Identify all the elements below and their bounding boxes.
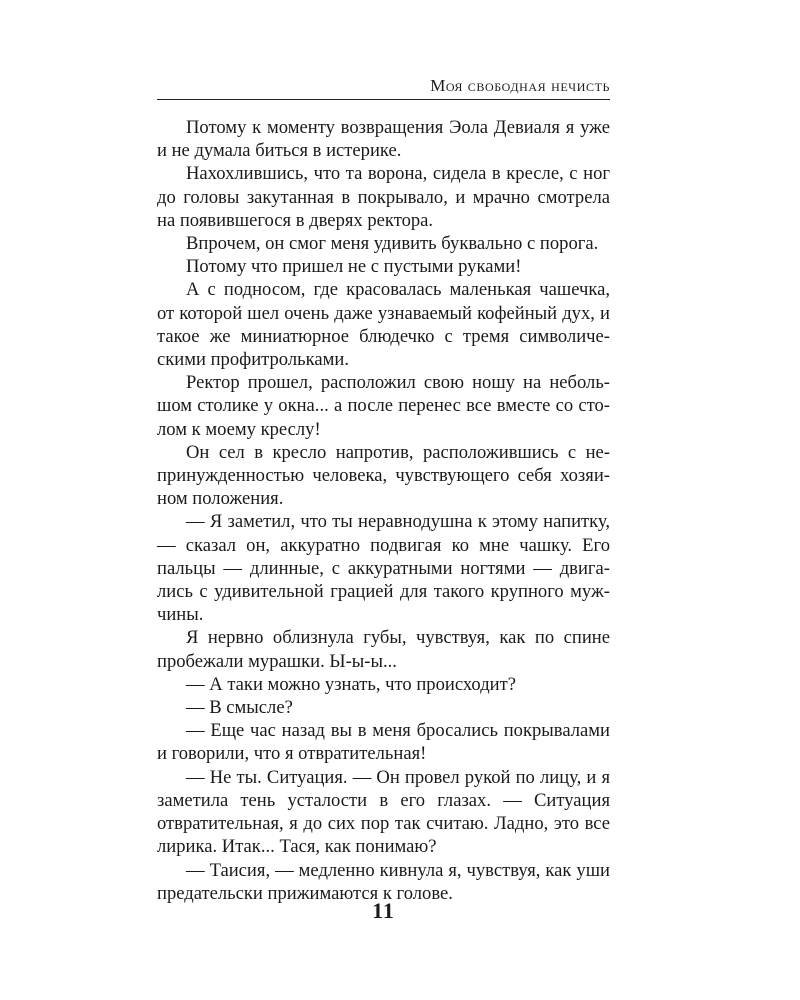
paragraph: Потому к моменту возвращения Эола Девиаля я уже и не думала биться в истерике. <box>157 117 610 162</box>
paragraph: Я нервно облизнула губы, чувствуя, как по спине пробежали мурашки. Ы-ы-ы... <box>157 627 610 672</box>
paragraph: — В смысле? <box>186 697 293 719</box>
paragraph: Впрочем, он смог меня удивить буквально с порога. <box>186 233 599 255</box>
header-rule <box>157 99 610 100</box>
paragraph: Потому что пришел не с пустыми руками! <box>186 256 522 278</box>
paragraph: — Еще час назад вы в меня бросались покрывалами и говорили, что я отвратительная! <box>157 720 610 765</box>
paragraph: Нахохлившись, что та ворона, сидела в кресле, с ног до головы закутанная в покрывало, и мрачно смотрела на появившегося в дверях ректора. <box>157 163 610 231</box>
page-number: 11 <box>372 898 395 923</box>
paragraph: Ректор прошел, расположил свою ношу на небольшом столике у окна... а после перенес все вместе со столом к моему креслу! <box>157 372 610 440</box>
paragraph: — Не ты. Ситуация. — Он провел рукой по лицу, и я заметила тень усталости в его глазах. — Ситуация отвратительная, я до сих пор так считаю. Ладно, это все лирика. Итак... Тася, как понимаю? <box>157 766 610 858</box>
paragraph: — А таки можно узнать, что происходит? <box>186 673 516 695</box>
paragraph: А с подносом, где красовалась маленькая чашечка, от которой шел очень даже узнаваемый кофейный дух, и такое же миниатюрное блюдечко с тремя символическими профитрольками. <box>157 279 610 371</box>
paragraph: — Таисия, — медленно кивнула я, чувствуя, как уши предательски прижимаются к голове. <box>157 859 610 904</box>
running-title: Моя свободная нечисть <box>430 76 610 95</box>
body-text <box>157 116 610 905</box>
paragraph: — Я заметил, что ты неравнодушна к этому напитку, — сказал он, аккуратно подвигая ко мне чашку. Его пальцы — длинные, с аккуратными ногтями — двигались с удивительной грацией для такого крупного мужчины. <box>157 511 610 626</box>
paragraph: Он сел в кресло напротив, расположившись с непринужденностью человека, чувствующего себя хозяином положения. <box>157 441 610 510</box>
running-header <box>157 70 610 100</box>
